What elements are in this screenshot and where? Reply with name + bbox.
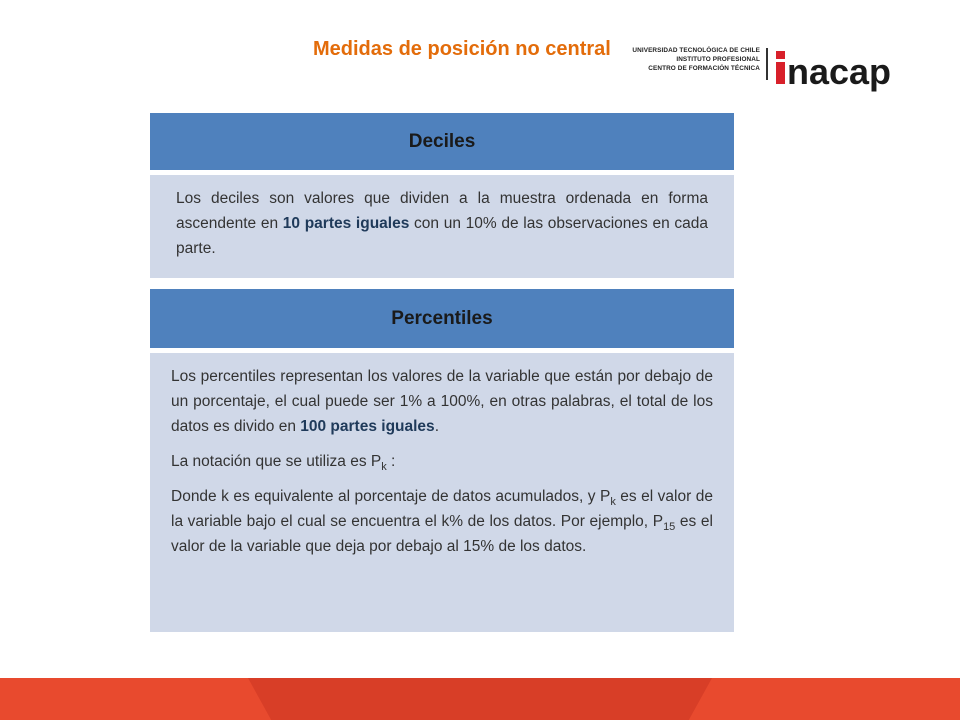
- percentiles-heading: Percentiles: [391, 307, 493, 329]
- logo-separator: [766, 48, 768, 80]
- deciles-bold: 10 partes iguales: [282, 215, 410, 232]
- percentiles-body: [150, 353, 734, 632]
- institution-line: CENTRO DE FORMACIÓN TÉCNICA: [648, 65, 760, 72]
- institution-text: [624, 46, 760, 73]
- percentiles-text: es el valor de la variable que deja por debajo al 15% de los datos.: [171, 513, 713, 555]
- subscript: k: [610, 496, 616, 508]
- subscript: k: [381, 461, 387, 473]
- percentiles-text: .: [434, 418, 439, 435]
- percentiles-paragraph-1: [171, 364, 713, 439]
- percentiles-bold: 100 partes iguales: [300, 418, 435, 435]
- footer-accent: [248, 678, 712, 720]
- percentiles-text: es el valor de la variable bajo el cual se encuentra el k% de los datos. Por ejemplo, P: [171, 488, 713, 530]
- institution-line: INSTITUTO PROFESIONAL: [676, 56, 760, 63]
- percentiles-text: :: [386, 453, 396, 470]
- percentiles-text: Donde k es equivalente al porcentaje de datos acumulados, y P: [171, 488, 611, 505]
- percentiles-paragraph-3: [171, 484, 713, 559]
- deciles-heading: Deciles: [408, 130, 476, 152]
- institution-line: UNIVERSIDAD TECNOLÓGICA DE CHILE: [632, 47, 760, 54]
- page-title: Medidas de posición no central: [313, 38, 611, 60]
- logo-bar: [776, 62, 785, 84]
- deciles-body: [150, 175, 734, 278]
- deciles-header: [150, 113, 734, 170]
- percentiles-text: Los percentiles representan los valores de la variable que están por debajo de un porcentaje, el cual puede ser 1% a 100%, en otras palabras, el total de los datos es divido en: [171, 368, 713, 435]
- inacap-logo: [772, 44, 930, 94]
- deciles-paragraph: [176, 186, 708, 261]
- deciles-text: Los deciles son valores que dividen a la muestra ordenada en forma ascendente en: [176, 190, 708, 232]
- subscript: 15: [663, 521, 676, 533]
- percentiles-paragraph-2: [171, 449, 713, 474]
- deciles-text: con un 10% de las observaciones en cada parte.: [176, 215, 708, 257]
- percentiles-text: La notación que se utiliza es P: [171, 453, 382, 470]
- percentiles-header: [150, 289, 734, 348]
- logo-text: nacap: [787, 51, 892, 92]
- logo-dot: [776, 51, 785, 59]
